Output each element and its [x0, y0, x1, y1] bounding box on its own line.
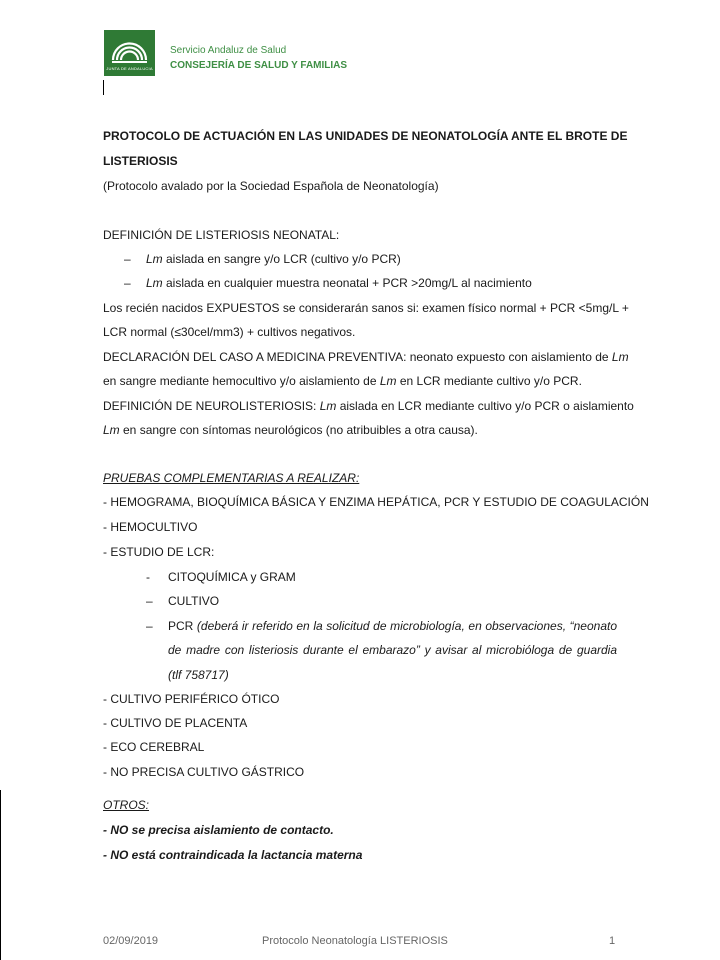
footer-date: 02/09/2019: [103, 935, 159, 947]
declaration-text: en sangre mediante hemocultivo y/o aislamiento de: [103, 374, 380, 388]
list-dash: -: [146, 570, 150, 584]
text-cursor: [103, 80, 104, 95]
org-name-line2: CONSEJERÍA DE SALUD Y FAMILIAS: [170, 60, 348, 71]
pcr-line2: de madre con listeriosis durante el embarazo” y avisar al microbióloga de guardia: [168, 643, 617, 657]
lm-abbrev: Lm: [379, 374, 397, 388]
lm-abbrev: Lm: [146, 252, 163, 266]
neuro-text: aislada en LCR mediante cultivo y/o PCR o aislamiento: [336, 399, 634, 413]
list-dash: –: [124, 252, 131, 266]
definition-item-1: [146, 252, 401, 266]
definition-item-2: [146, 276, 532, 290]
definition-item-2-text: aislada en cualquier muestra neonatal + PCR >20mg/L al nacimiento: [162, 276, 532, 290]
pcr-line3: (tlf 758717): [168, 668, 229, 682]
neuro-line2: [103, 423, 478, 437]
list-dash: –: [146, 619, 153, 633]
lm-abbrev: Lm: [103, 423, 120, 437]
exposed-line1: Los recién nacidos EXPUESTOS se considerarán sanos si: examen físico normal + PCR <5mg/L +: [103, 301, 629, 315]
org-name-line1: Servicio Andaluz de Salud: [170, 45, 287, 56]
tests-item: - HEMOCULTIVO: [103, 520, 198, 534]
lm-abbrev: Lm: [146, 276, 163, 290]
others-item: - NO se precisa aislamiento de contacto.: [103, 823, 334, 837]
tests-item: - NO PRECISA CULTIVO GÁSTRICO: [103, 765, 305, 779]
declaration-text: DECLARACIÓN DEL CASO A MEDICINA PREVENTIVA: neonato expuesto con aislamiento de: [103, 350, 612, 364]
pcr-label: PCR: [168, 619, 197, 633]
exposed-line2: LCR normal (≤30cel/mm3) + cultivos negativos.: [103, 325, 356, 339]
junta-andalucia-logo: [104, 30, 155, 76]
others-item: - NO está contraindicada la lactancia materna: [103, 848, 363, 862]
lcr-subitem: CULTIVO: [168, 594, 220, 608]
lcr-subitem: CITOQUÍMICA y GRAM: [168, 570, 296, 584]
neuro-text: en sangre con síntomas neurológicos (no atribuibles a otra causa).: [119, 423, 478, 437]
tests-heading: PRUEBAS COMPLEMENTARIAS A REALIZAR:: [103, 471, 360, 485]
document-title-line2: LISTERIOSIS: [103, 154, 178, 168]
footer-title: Protocolo Neonatología LISTERIOSIS: [262, 935, 448, 947]
pcr-note: (deberá ir referido en la solicitud de microbiología, en observaciones, “neonato: [196, 619, 617, 633]
neuro-line1: [103, 399, 634, 413]
neuro-text: DEFINICIÓN DE NEUROLISTERIOSIS:: [103, 399, 320, 413]
tests-item: - CULTIVO PERIFÉRICO ÓTICO: [103, 692, 280, 706]
footer-page-number: 1: [609, 935, 616, 947]
declaration-text: en LCR mediante cultivo y/o PCR.: [396, 374, 582, 388]
tests-item: - ESTUDIO DE LCR:: [103, 545, 215, 559]
tests-item: - HEMOGRAMA, BIOQUÍMICA BÁSICA Y ENZIMA HEPÁTICA, PCR Y ESTUDIO DE COAGULACIÓN: [103, 495, 649, 509]
list-dash: –: [146, 594, 153, 608]
lm-abbrev: Lm: [319, 399, 337, 413]
declaration-line1: [103, 350, 629, 364]
logo-caption: JUNTA DE ANDALUCIA: [106, 66, 153, 71]
tests-item: - ECO CEREBRAL: [103, 740, 205, 754]
others-heading: OTROS:: [103, 798, 150, 812]
pcr-line1: [168, 619, 617, 633]
page-edge-line: [0, 790, 1, 960]
document-title-line1: PROTOCOLO DE ACTUACIÓN EN LAS UNIDADES DE NEONATOLOGÍA ANTE EL BROTE DE: [103, 129, 628, 143]
document-subtitle: (Protocolo avalado por la Sociedad Española de Neonatología): [103, 179, 439, 193]
list-dash: –: [124, 276, 131, 290]
lm-abbrev: Lm: [611, 350, 629, 364]
declaration-line2: [103, 374, 582, 388]
tests-item: - CULTIVO DE PLACENTA: [103, 716, 248, 730]
definition-heading: DEFINICIÓN DE LISTERIOSIS NEONATAL:: [103, 228, 340, 242]
definition-item-1-text: aislada en sangre y/o LCR (cultivo y/o PCR): [162, 252, 401, 266]
